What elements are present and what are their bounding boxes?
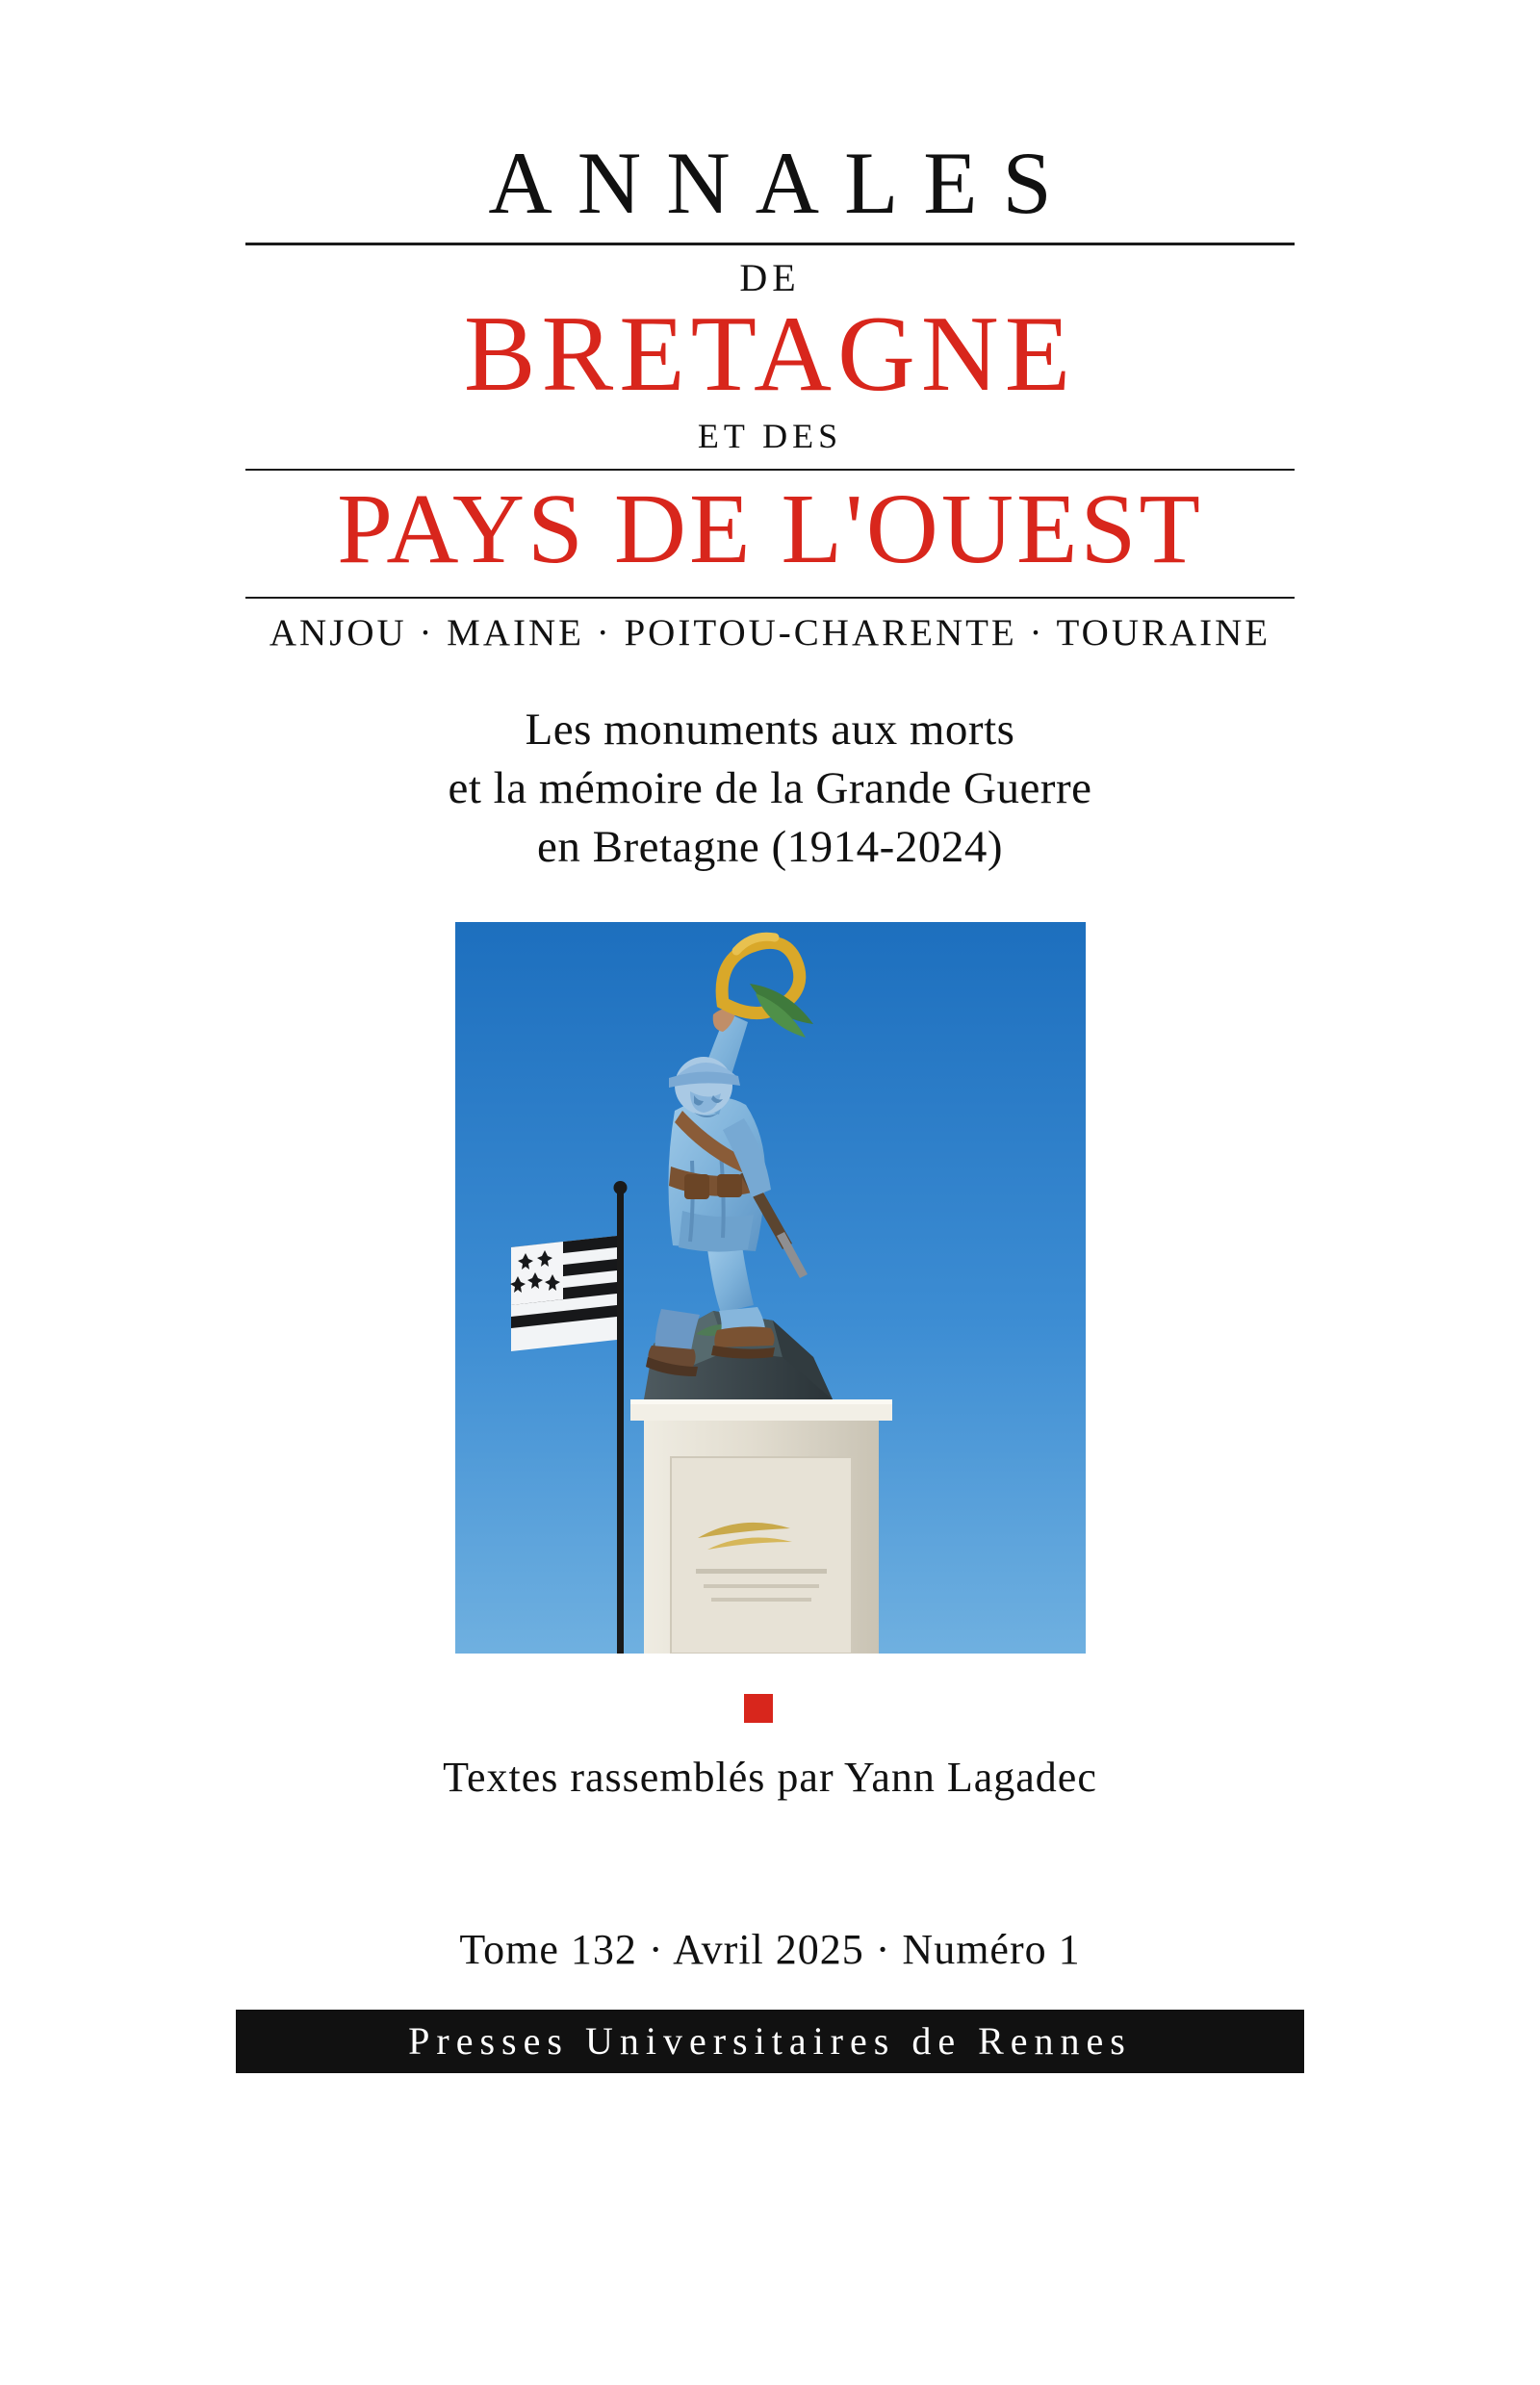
pedestal (630, 1399, 892, 1654)
cover-photo-illustration (455, 922, 1086, 1654)
masthead-divider-top (245, 243, 1295, 245)
journal-sub-title: PAYS DE L'OUEST (337, 474, 1203, 585)
journal-etdes-label: ET DES (697, 417, 843, 456)
journal-name: ANNALES (488, 134, 1077, 232)
journal-main-title: BRETAGNE (463, 295, 1077, 414)
red-square-separator (744, 1694, 773, 1723)
issue-volume-line: Tome 132 · Avril 2025 · Numéro 1 (459, 1926, 1081, 1973)
masthead-divider-middle (245, 469, 1295, 471)
issue-editor: Textes rassemblés par Yann Lagadec (443, 1754, 1097, 1801)
issue-title-line-1: Les monuments aux morts (525, 705, 1015, 755)
issue-title-line-3: en Bretagne (1914-2024) (537, 822, 1003, 873)
masthead (236, 123, 1304, 652)
issue-title (274, 701, 1266, 877)
journal-cover (236, 123, 1304, 2262)
issue-title-line-2: et la mémoire de la Grande Guerre (448, 763, 1092, 814)
publisher-name: Presses Universitaires de Rennes (236, 2010, 1304, 2073)
journal-regions: ANJOU · MAINE · POITOU-CHARENTE · TOURAINE (269, 612, 1271, 654)
masthead-divider-bottom (245, 597, 1295, 599)
cover-photo (455, 922, 1086, 1654)
journal-de-label: DE (739, 256, 801, 299)
